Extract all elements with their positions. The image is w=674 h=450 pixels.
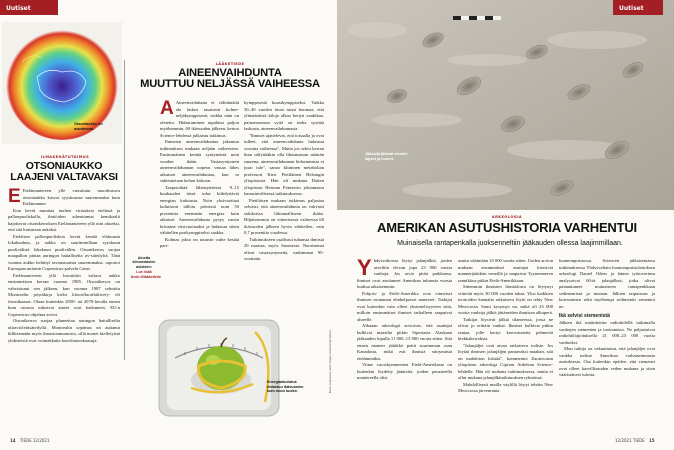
page-number: 15 — [648, 438, 655, 443]
footprint-image — [337, 0, 674, 210]
folio — [615, 438, 655, 443]
story-col1: Yhdysvaltoista löytyi jalanjälkiä, joiden arveltiin olevan jopa 23 000 vuotta vanhoja. Jos arvio pitää paikkansa, ihmiset ovat asuttaneet Amerikan tuhansia vuosia luultua aikaisemmin. Pohjois- ja Etelä-Amerikka ovat viimeiset ihmisen asuttamat elinkelpoiset manteret. Tutkijat ovat kuitenkin vain olleet yksimielisyyteen siitä, milloin ensimmäiset ihmiset tarkalleen saapuivat alueelle. Alkuaan arkeologit arvioivat, että asuttajat kulkivat maasilta pitkin Siperiasta Alaskaan jääkauden lopulla 11 000–13 000 vuotta sitten. Sitä ennen manner jäätikkö peitti suurimman osan Kanadasta, mikä esti ihmisiä siirtymästä etelämmäksi. Viime vuosikymmenien Etelä-Amerikasta on kuitenkin löydetty jäänteitä, joiden perusteella mantereella olisi — [357, 258, 452, 381]
footprint-caption: Jälkisitä jättivät etenkin lapset ja nuoret. — [365, 152, 408, 161]
dropcap: A — [160, 100, 174, 119]
story-col3: luonnonpuistossa. Sciencen julkaisemassa tutkimuksessa Yhdysvaltain luonnonpuistolaitoksen arkeologi Daniel Odess ja hänen työtoverinsa analysoivat 60:tä jalanjälkeä, jotka olivat painautuneet muinaiseen rantapenkkaan sedimentissä ja mutaan. Jälkien taipuisuus ja kuivuminen sekä myöhempi sedimentti sementoi ne. Ikä selvisi siemenistä Jälkien ikä määritettiin radiohiilellä tutkimalla vanhojen siementen ja tuottamista. Ne paljastuivat radiohiiliajoituksella 21 000–23 000 vuotta vanhoiksi. Mun tutkija on vakuuttunut, että jalanjäljet ovat vankka todiste Amerikan varhaisemmasta asutuksesta. Osa kuitenkin epäilee, että siemenet ovat olleet kasvillisuuden veden mukana ja siten vääristäneet tulosta. — [559, 258, 655, 378]
story2-kicker: LÄÄKETIEDE — [215, 62, 245, 66]
scale-bar — [453, 16, 501, 20]
dropcap: E — [8, 188, 21, 207]
dropcap: Y — [357, 258, 372, 280]
story1-kicker: ILMAKEHÄTUTKIMUS — [40, 155, 90, 159]
story2-headline: AINEENVAIHDUNTA MUUTTUU NELJÄSSÄ VAIHEESSA — [140, 67, 320, 91]
photo-credit: Kuvat: Copernicus, Getty Images, Natural Park Service — [329, 330, 332, 394]
column-divider — [124, 60, 125, 360]
story1-headline: OTSONIAUKKO LAAJENI VALTAVAKSI — [10, 160, 118, 183]
page-number: 14 — [10, 438, 16, 443]
story2-col2: kymppisestä kuusikymppiseksi. Vaikka 30–40 vuoden iässä moni huomaa, että ylimääräisiä kiloja alkaa kertyä vanhikaa, painonnousun syitä on turha syyttää laskusta, aineenvaihdunnasta. "Ihmiset ajattelevat, että toisaalla ja ovat tulleet, että aineenvaihdunta hidastuu vuosina vaiheessa", Mutta jos sekin kerran ihan säilyttääkin olla lihasmassan määrän suurena, aineenvaihdunnan hidastumista ei juuri tule", sanoo kliininen metabolian professori Kirsi Pietiläinen Helsingin yliopistosta. Hän oli mukana Duken yliopiston Herman Pontzerin johtamassa kansainvälisessä tutkimuksessa. Pietiläisen mukaan tutkimus paljastaa selvästi, että aineenvaihdunta on vahvasti sidoksissa liikunnalliseen ikään. Hiljaisemmin on viimeisessä vaiheessa 60 ikävuoden jälkeen hyvin vähitellen, vain 0,7 prosenttia vuodessa. Tutkimukseen osallistui tuhansia ihmisiä 29 maassa, myös Suomesta. Nuorimmat olivat vastasyntyneitä, vanhimmat 95-vuotiaita. — [244, 100, 324, 262]
folio — [10, 438, 50, 443]
section-tag: Uutiset — [613, 0, 663, 15]
section-tag: Uutiset — [0, 0, 58, 15]
callout-title: Ainetta kiinnostavien asioiden: — [132, 256, 156, 269]
story-deck: Muinaisella rantapenkalla juoksenneltiin jääkauden ollessa laajimmillaan. — [397, 240, 623, 247]
callout-subtitle[interactable]: tiede.fi/lääketiede — [131, 274, 161, 279]
ozone-caption: Otsoniaukko on manterean. — [74, 122, 103, 131]
ozone-image — [2, 22, 122, 144]
scale-illustration — [155, 292, 305, 422]
scale-image — [155, 292, 305, 422]
story-subhead: Ikä selvisi siemenistä — [559, 313, 610, 320]
callout-box[interactable] — [131, 256, 161, 306]
story-col2: asuttu vähintään 16 000 vuotta sitten. Uuden arvion mukaan ensimmäiset asuttajat kiersivät mannerjäätikön veneillä ja saapuivat Tyynenmeren rannikkoa pitkin Etelä-Amerikkaan. Sittemmin ihmisten läsnäolosta on löytynyt viitteitä myös 30 000 vuoden takaa. Yksi kaikkien teorioiden kannalta ratkaiseva löytö on tehty New Mexicossa. Suuri kysymys on, mikä oli 23 000 vuotta vanhoja jälkiä jättäneiden ihmisten alkuperä. Tutkijat löysivät jälkiä tilanteessa, jossa ne olivat jo erittäin vanhat. Ihmiset kulkivat pitkin rantaa, jolle kertyi kerrostuneita pehmeitä hiekkakerroksia. "Jalanjäljet ovat aivan ratkaiseva todiste. Jos löytää ihmisen jalanjäljen pantavaksi maahan, sitä on mahdoton kiistää", kommentoi Zacatecasin yliopiston arkeologi Ciprian Ardelean Science-lehdelle. Hän oli mukana tutkimuksessa, mutta ei ollut mukana jalanjälkitutkimuksen ryhmässä. Mahdollisesti muilla väylillä löytyi tehtiin New Mexicossa järvenranta — [458, 258, 553, 394]
footprint-photo — [337, 0, 674, 210]
story1-body: E Etelämantereen ylle vuosittain muodostuva otsoniaukko kasvoi syyskuussa suuremmaksi kuin Etelämanner. Kun kevät muuttaa tuulten virtauksia etelässä ja pallonpuoliskolla, ilmiöiden aiheuttamat kemikaalit hajottavat otsonikerroksen Etelämantereen yllä niin ohueksi, että sitä kutsutaan aukoksi. Eteläisen pallonpuoliskon kevät kestää elokuusta lokakuuhun, ja aukko on suurimmillaan syyskuun puolivälistä lokakuun puoliväliin. Otsonikerros suojaa maapallon pintaa auringon haitalliselta uv-säteilyltä. Tänä vuonna aukko kehittyi tavanomaista suuremmaksi, raportoi Euroopan unionin Copernicus-palvelu Cams. Etelämantereen yllä havaittiin valtava aukko ensimmäisen kerran vuonna 1985. Otsonikerros on vahvistunut sen jälkeen, kun vuonna 1987 solmittu Montrealin pöytäkirja kielsi kloorifluorihiilivety- eli freonikaasut. Olaan kuitenkin 2050- tai 2070-luvulla ennen kuin otsonia tuhoavat aineet ovat kadonneet, EU:n Copernicus-ohjelma arvioi. Otsonikerros suojaa planeettaa auringon haitalliselta ultraviolettisäteilyltä. Montrealin sopimus on auttanut hillitsemään myös ilmastonmuutosta, sillä monet kielletyistä yhdisteistä ovat voimakkaita kasvihuonekaasuja. — [8, 188, 120, 343]
callout-link[interactable]: Lue lisää — [136, 270, 152, 275]
right-page — [337, 0, 674, 450]
story-headline: AMERIKAN ASUTUSHISTORIA VARHENTUI — [377, 220, 637, 235]
issue-label: 12/2021 TIEDE — [615, 438, 645, 443]
scale-caption: Energiankulutus hidastuu ikävuosien kuin moni luulee. — [267, 380, 304, 394]
story-kicker: ARKEOLOGIA — [491, 215, 523, 219]
issue-label: TIEDE 12/2021 — [19, 438, 50, 443]
story2-col1: A Aineenvaihdunta ei välttämättä ala laskea tasaisesti kolme-neljäkymppisenä, vaikka näin on oletettu. Hidastuminen tapahtuu paljon myöhemmin, 60 ikävuoden jälkeen, kertoo Science-lehdessä julkaistu tutkimus. Ihmisten aineenvaihduntaa jakautuu tutkimuksen mukaan neljään vaiheeseen. Ensimmäinen kestää syntymästä noin vuoden ikään. Vastasyntyneen aineenvaihdunnan nopeus vastaa lähes aikuisen aineenvaihduntaa, kun se suhteutetaan kehon kokoon. Taaperoikää lähestyttäessä 9–15 kuukauden iässä solut kiihdyttävät energian kulutusta. Noin yksivuotiaat kuluttavat tällöin päivässä noin 50 prosenttia enemmän energiaa kuin aikuiset. Aineenvaihdunta pysyy varsin kiivaana viisivuotiaaksi ja hidastuu sitten vähitellen parikymppiseksi saakka. Kolmas jakso on tasaisin vaihe kestää pari- — [160, 100, 239, 249]
